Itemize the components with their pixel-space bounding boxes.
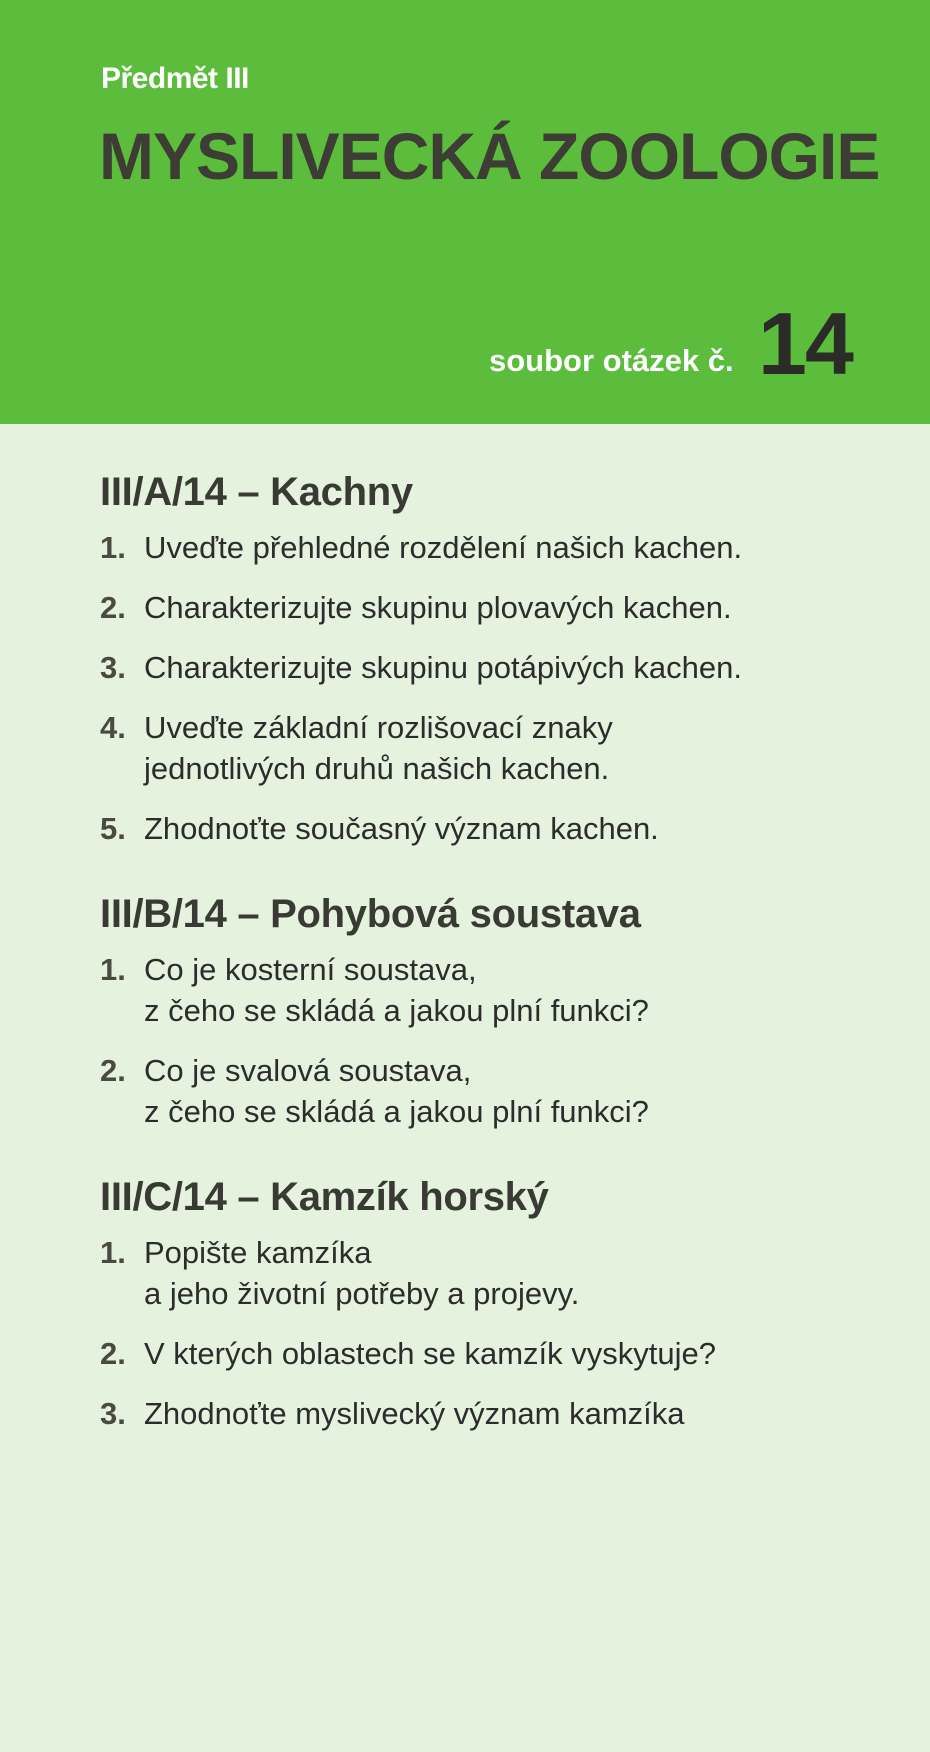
question-set-label: soubor otázek č. — [489, 343, 734, 378]
section-title: III/A/14 – Kachny — [100, 470, 413, 514]
section-c — [100, 1175, 920, 1434]
question-number: 3. — [100, 650, 126, 685]
section-title: III/C/14 – Kamzík horský — [100, 1175, 549, 1219]
page-title: MYSLIVECKÁ ZOOLOGIE — [99, 119, 880, 193]
section-title: III/B/14 – Pohybová soustava — [100, 892, 641, 936]
question-item — [100, 527, 920, 568]
question-text: Co je kosterní soustava, — [144, 952, 477, 987]
question-text: Charakterizujte skupinu potápivých kachen. — [144, 650, 742, 685]
question-text-continued: jednotlivých druhů našich kachen. — [144, 751, 610, 786]
question-text-continued: z čeho se skládá a jakou plní funkci? — [144, 1094, 649, 1129]
subject-label: Předmět III — [101, 62, 249, 95]
section-b — [100, 892, 920, 1132]
question-number: 1. — [100, 530, 126, 565]
section-a — [100, 470, 920, 849]
question-text: Charakterizujte skupinu plovavých kachen. — [144, 590, 732, 625]
question-number: 3. — [100, 1396, 126, 1431]
question-set-number: 14 — [758, 294, 852, 393]
question-text: Uveďte základní rozlišovací znaky — [144, 710, 613, 745]
question-number: 2. — [100, 1336, 126, 1371]
header-band — [0, 0, 930, 424]
question-item — [100, 1232, 920, 1314]
question-number: 1. — [100, 952, 126, 987]
question-list — [100, 470, 920, 1477]
question-text-continued: a jeho životní potřeby a projevy. — [144, 1276, 580, 1311]
question-number: 2. — [100, 1053, 126, 1088]
question-text: Zhodnoťte myslivecký význam kamzíka — [144, 1396, 685, 1431]
question-item — [100, 808, 920, 849]
question-text: V kterých oblastech se kamzík vyskytuje? — [144, 1336, 717, 1371]
question-text: Co je svalová soustava, — [144, 1053, 472, 1088]
question-item — [100, 587, 920, 628]
question-number: 5. — [100, 811, 126, 846]
question-item — [100, 647, 920, 688]
question-item — [100, 1393, 920, 1434]
question-text: Popište kamzíka — [144, 1235, 372, 1270]
question-text: Zhodnoťte současný význam kachen. — [144, 811, 659, 846]
question-item — [100, 1333, 920, 1374]
question-text: Uveďte přehledné rozdělení našich kachen. — [144, 530, 743, 565]
question-item — [100, 1050, 920, 1132]
question-item — [100, 949, 920, 1031]
question-number: 2. — [100, 590, 126, 625]
question-number: 4. — [100, 710, 126, 745]
question-text-continued: z čeho se skládá a jakou plní funkci? — [144, 993, 649, 1028]
question-number: 1. — [100, 1235, 126, 1270]
question-item — [100, 707, 920, 789]
